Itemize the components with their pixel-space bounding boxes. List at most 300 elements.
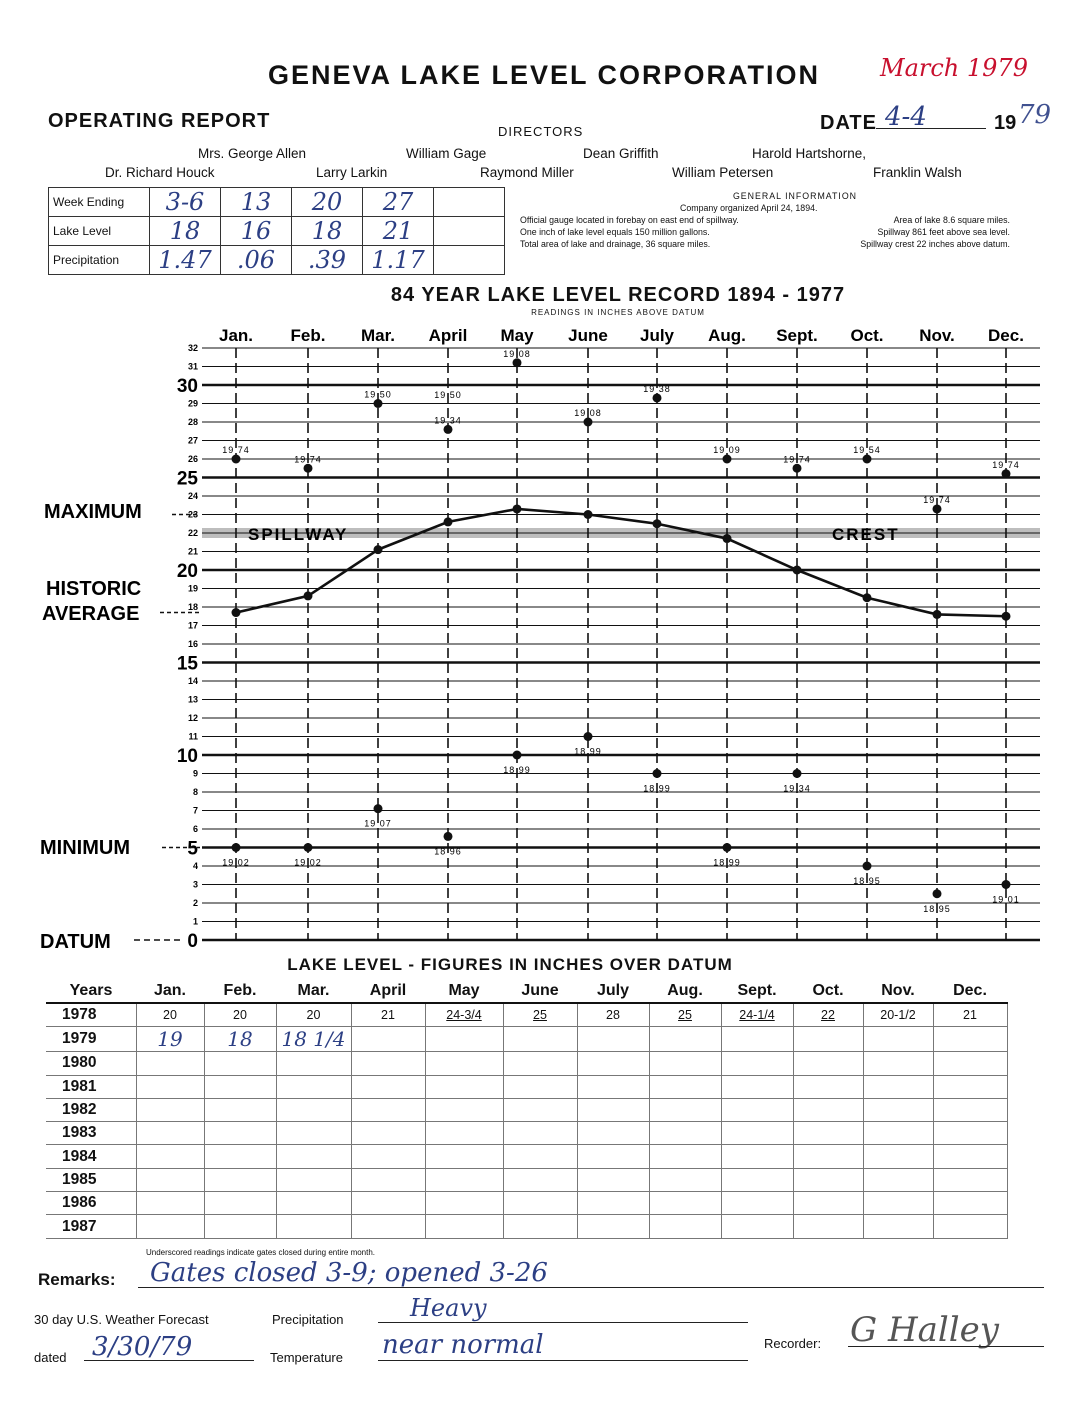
year-cell: 1978 xyxy=(46,1003,136,1027)
report-label: OPERATING REPORT xyxy=(48,110,271,132)
level-cell: 18 xyxy=(204,1027,276,1052)
level-cell xyxy=(351,1075,425,1098)
maximum-year-label: 19 08 xyxy=(574,408,602,418)
level-cell xyxy=(577,1192,649,1215)
y-tick-label: 9 xyxy=(192,768,198,779)
level-cell xyxy=(351,1192,425,1215)
historic-label: HISTORIC xyxy=(46,578,142,600)
maximum-year-label: 19 74 xyxy=(992,459,1020,470)
y-tick-label: 10 xyxy=(176,746,198,767)
weekly-value: 20 xyxy=(292,188,363,217)
y-tick-label: 4 xyxy=(192,861,198,871)
y-tick-label: 30 xyxy=(176,376,198,397)
minimum-year-label: 19 34 xyxy=(783,783,811,794)
average-point xyxy=(653,519,662,528)
level-cell xyxy=(793,1215,863,1238)
remarks-label: Remarks: xyxy=(38,1270,116,1289)
level-cell xyxy=(503,1215,577,1238)
level-cell xyxy=(136,1098,204,1121)
level-cell xyxy=(503,1075,577,1098)
director-name: Franklin Walsh xyxy=(873,165,962,180)
y-tick-label: 26 xyxy=(187,454,198,464)
minimum-point xyxy=(304,843,313,852)
level-cell xyxy=(351,1145,425,1168)
level-cell xyxy=(863,1215,933,1238)
month-header: Feb. xyxy=(204,980,276,1003)
temperature-line xyxy=(378,1360,748,1361)
minimum-point xyxy=(513,751,522,760)
maximum-year-label: 19 50 xyxy=(434,389,462,400)
level-cell xyxy=(793,1027,863,1052)
level-cell xyxy=(204,1098,276,1121)
month-header: Dec. xyxy=(933,980,1007,1003)
maximum-point xyxy=(863,455,872,464)
maximum-label: MAXIMUM xyxy=(44,501,142,523)
weekly-value: 16 xyxy=(221,217,292,246)
month-label: Mar. xyxy=(360,326,396,345)
level-cell xyxy=(933,1145,1007,1168)
dated-line xyxy=(84,1360,254,1361)
month-label: Jan. xyxy=(218,326,254,345)
date-label: DATE xyxy=(820,112,877,134)
y-tick-label: 24 xyxy=(187,491,198,501)
table-header-row xyxy=(46,980,1007,1003)
level-cell: 24-3/4 xyxy=(425,1003,503,1027)
y-tick-label: 17 xyxy=(187,620,198,631)
level-cell xyxy=(351,1122,425,1145)
level-cell: 20-1/2 xyxy=(863,1003,933,1027)
level-cell xyxy=(351,1168,425,1191)
level-cell xyxy=(276,1145,351,1168)
minimum-year-label: 18 95 xyxy=(853,876,881,886)
y-tick-label: 1 xyxy=(192,916,198,927)
table-row xyxy=(46,1027,1007,1052)
level-cell xyxy=(793,1192,863,1215)
y-tick-label: 25 xyxy=(176,468,198,490)
recorder-label: Recorder: xyxy=(764,1336,822,1351)
table-row xyxy=(46,1098,1007,1121)
director-name: Harold Hartshorne, xyxy=(752,146,867,161)
level-cell xyxy=(425,1052,503,1075)
maximum-year-label: 19 74 xyxy=(294,454,322,465)
temperature-value: near normal xyxy=(382,1330,544,1360)
level-cell xyxy=(136,1168,204,1191)
info-line: Spillway crest 22 inches above datum. xyxy=(860,239,1010,249)
level-cell xyxy=(933,1168,1007,1191)
remarks-line xyxy=(138,1287,1044,1288)
y-tick-label: 15 xyxy=(176,653,198,675)
maximum-point xyxy=(513,358,522,367)
level-cell xyxy=(136,1075,204,1098)
weekly-value: 21 xyxy=(363,217,434,246)
level-cell xyxy=(503,1098,577,1121)
year-cell: 1979 xyxy=(46,1027,136,1052)
director-name: Mrs. George Allen xyxy=(198,146,307,161)
precipitation-value: Heavy xyxy=(410,1294,487,1322)
minimum-year-label: 18 99 xyxy=(503,765,531,775)
minimum-label: MINIMUM xyxy=(40,837,130,859)
general-info-heading: GENERAL INFORMATION xyxy=(732,191,858,201)
level-cell xyxy=(933,1122,1007,1145)
info-line: Official gauge located in forebay on east end of spillway. xyxy=(520,215,739,225)
table-row xyxy=(46,1145,1007,1168)
level-cell: 21 xyxy=(933,1003,1007,1027)
level-cell xyxy=(577,1052,649,1075)
level-cell xyxy=(649,1027,721,1052)
level-cell xyxy=(503,1122,577,1145)
recorder-signature: G Halley xyxy=(850,1310,999,1350)
chart-subtitle: READINGS IN INCHES ABOVE DATUM xyxy=(531,308,705,317)
level-cell: 28 xyxy=(577,1003,649,1027)
month-header: May xyxy=(425,980,503,1003)
minimum-point xyxy=(933,889,942,898)
level-cell xyxy=(649,1192,721,1215)
month-label: July xyxy=(639,326,675,345)
maximum-year-label: 19 09 xyxy=(713,445,741,455)
level-cell xyxy=(204,1075,276,1098)
level-cell xyxy=(503,1192,577,1215)
y-tick-label: 28 xyxy=(187,417,198,427)
level-cell xyxy=(649,1215,721,1238)
year-cell: 1981 xyxy=(46,1075,136,1098)
level-cell xyxy=(136,1122,204,1145)
y-tick-label: 8 xyxy=(192,787,198,797)
maximum-point xyxy=(374,399,383,408)
level-cell xyxy=(136,1215,204,1238)
precipitation-line xyxy=(378,1322,748,1323)
month-header: Oct. xyxy=(793,980,863,1003)
level-cell xyxy=(425,1027,503,1052)
month-label: Nov. xyxy=(919,326,955,345)
maximum-year-label: 19 74 xyxy=(923,494,951,505)
level-cell xyxy=(933,1027,1007,1052)
level-cell: 21 xyxy=(351,1003,425,1027)
y-tick-label: 31 xyxy=(187,361,198,372)
table-row xyxy=(46,1192,1007,1215)
minimum-point xyxy=(1002,880,1011,889)
y-tick-label: 22 xyxy=(187,528,198,538)
month-header: Jan. xyxy=(136,980,204,1003)
level-cell xyxy=(721,1192,793,1215)
level-cell xyxy=(721,1122,793,1145)
forecast-label: 30 day U.S. Weather Forecast xyxy=(34,1312,209,1327)
level-cell: 18 1/4 xyxy=(276,1027,351,1052)
level-cell xyxy=(863,1075,933,1098)
y-tick-label: 29 xyxy=(187,398,198,409)
remarks-text: Gates closed 3-9; opened 3-26 xyxy=(150,1258,548,1288)
level-cell: 20 xyxy=(136,1003,204,1027)
level-cell xyxy=(425,1192,503,1215)
level-cell xyxy=(503,1027,577,1052)
director-name: William Petersen xyxy=(672,165,774,180)
level-cell xyxy=(721,1027,793,1052)
average-point xyxy=(444,517,453,526)
level-cell: 20 xyxy=(204,1003,276,1027)
level-cell xyxy=(425,1145,503,1168)
level-cell xyxy=(276,1122,351,1145)
minimum-point xyxy=(723,843,732,852)
figures-title: LAKE LEVEL - FIGURES IN INCHES OVER DATUM xyxy=(287,955,733,974)
month-label: April xyxy=(428,326,468,345)
director-name: Dean Griffith xyxy=(583,146,659,161)
minimum-point xyxy=(863,862,872,871)
level-cell xyxy=(204,1122,276,1145)
level-cell xyxy=(276,1098,351,1121)
level-cell xyxy=(276,1168,351,1191)
level-cell xyxy=(204,1215,276,1238)
level-cell: 25 xyxy=(503,1003,577,1027)
year-cell: 1984 xyxy=(46,1145,136,1168)
y-tick-label: 32 xyxy=(187,343,198,353)
maximum-point xyxy=(653,393,662,402)
level-cell xyxy=(351,1027,425,1052)
maximum-point xyxy=(232,455,241,464)
level-cell xyxy=(276,1192,351,1215)
level-cell xyxy=(425,1168,503,1191)
level-cell xyxy=(649,1122,721,1145)
level-cell xyxy=(649,1052,721,1075)
weekly-value: 1.47 xyxy=(150,246,221,275)
precipitation-label: Precipitation xyxy=(272,1312,344,1327)
info-line: Total area of lake and drainage, 36 square miles. xyxy=(520,239,711,249)
maximum-year-label: 19 50 xyxy=(364,389,392,400)
weekly-value: 3-6 xyxy=(150,188,221,217)
level-cell: 19 xyxy=(136,1027,204,1052)
underscore-note: Underscored readings indicate gates closed during entire month. xyxy=(146,1248,376,1257)
level-cell: 20 xyxy=(276,1003,351,1027)
level-cell xyxy=(721,1145,793,1168)
level-cell xyxy=(577,1168,649,1191)
average-point xyxy=(304,591,313,600)
weekly-value: .39 xyxy=(292,246,363,275)
level-cell xyxy=(577,1215,649,1238)
weekly-value: 1.17 xyxy=(363,246,434,275)
minimum-point xyxy=(444,832,453,841)
minimum-year-label: 19 02 xyxy=(294,857,322,868)
level-cell xyxy=(649,1075,721,1098)
maximum-year-label: 19 34 xyxy=(434,415,462,426)
info-line: Spillway 861 feet above sea level. xyxy=(877,227,1010,237)
level-cell xyxy=(136,1145,204,1168)
level-cell xyxy=(425,1075,503,1098)
maximum-year-label: 19 08 xyxy=(503,348,531,359)
level-cell: 25 xyxy=(649,1003,721,1027)
level-cell xyxy=(721,1168,793,1191)
level-cell xyxy=(933,1215,1007,1238)
level-cell xyxy=(793,1098,863,1121)
maximum-year-label: 19 38 xyxy=(643,383,671,394)
month-header: Nov. xyxy=(863,980,933,1003)
level-cell xyxy=(649,1168,721,1191)
y-tick-label: 27 xyxy=(187,435,198,446)
level-cell xyxy=(351,1215,425,1238)
year-cell: 1980 xyxy=(46,1052,136,1075)
level-cell xyxy=(649,1098,721,1121)
level-cell xyxy=(721,1215,793,1238)
level-cell xyxy=(933,1098,1007,1121)
minimum-point xyxy=(793,769,802,778)
level-cell xyxy=(577,1075,649,1098)
average-label: AVERAGE xyxy=(42,603,140,625)
chart-title: 84 YEAR LAKE LEVEL RECORD 1894 - 1977 xyxy=(390,284,846,306)
average-point xyxy=(793,566,802,575)
minimum-year-label: 19 01 xyxy=(992,894,1020,905)
level-cell xyxy=(721,1098,793,1121)
minimum-point xyxy=(584,732,593,741)
maximum-point xyxy=(584,418,593,427)
level-cell xyxy=(933,1052,1007,1075)
level-cell xyxy=(793,1145,863,1168)
level-cell xyxy=(276,1215,351,1238)
years-header: Years xyxy=(46,980,136,1003)
year-cell: 1986 xyxy=(46,1192,136,1215)
level-cell: 22 xyxy=(793,1003,863,1027)
month-header: Mar. xyxy=(276,980,351,1003)
level-cell xyxy=(425,1122,503,1145)
minimum-year-label: 18 99 xyxy=(574,746,602,757)
maximum-year-label: 19 74 xyxy=(783,454,811,465)
month-label: Oct. xyxy=(850,326,884,345)
year-cell: 1983 xyxy=(46,1122,136,1145)
level-cell xyxy=(863,1098,933,1121)
average-point xyxy=(863,593,872,602)
month-header: Aug. xyxy=(649,980,721,1003)
date-stamp: March 1979 xyxy=(880,54,1028,82)
year-cell: 1982 xyxy=(46,1098,136,1121)
maximum-point xyxy=(304,464,313,473)
y-tick-label: 13 xyxy=(187,694,198,705)
minimum-point xyxy=(374,804,383,813)
minimum-year-label: 18 95 xyxy=(923,903,951,914)
info-line: Area of lake 8.6 square miles. xyxy=(893,215,1010,225)
minimum-year-label: 18 99 xyxy=(713,857,741,868)
page-title: GENEVA LAKE LEVEL CORPORATION xyxy=(267,60,821,90)
month-label: Feb. xyxy=(290,326,326,345)
director-name: Raymond Miller xyxy=(480,165,574,180)
dated-label: dated xyxy=(34,1350,67,1365)
table-row xyxy=(46,1168,1007,1191)
level-cell xyxy=(204,1145,276,1168)
average-point xyxy=(232,608,241,617)
level-cell xyxy=(503,1168,577,1191)
level-cell xyxy=(351,1098,425,1121)
datum-label: DATUM xyxy=(40,931,111,953)
month-label: June xyxy=(568,326,608,345)
minimum-year-label: 19 07 xyxy=(364,818,392,829)
level-cell xyxy=(721,1052,793,1075)
average-point xyxy=(723,534,732,543)
row-label: Week Ending xyxy=(49,188,150,217)
level-cell xyxy=(503,1052,577,1075)
directors-label: DIRECTORS xyxy=(498,124,584,139)
dated-value: 3/30/79 xyxy=(92,1332,193,1362)
info-line: One inch of lake level equals 150 million gallons. xyxy=(520,227,710,237)
y-tick-label: 20 xyxy=(176,561,198,582)
maximum-year-label: 19 74 xyxy=(222,445,250,455)
recorder-line xyxy=(848,1346,1044,1347)
level-cell xyxy=(933,1075,1007,1098)
table-row xyxy=(46,1003,1007,1027)
director-name: Dr. Richard Houck xyxy=(105,165,215,180)
month-label: May xyxy=(500,326,534,345)
average-point xyxy=(584,510,593,519)
weekly-value: 27 xyxy=(363,188,434,217)
level-cell xyxy=(863,1052,933,1075)
month-header: June xyxy=(503,980,577,1003)
level-cell xyxy=(863,1192,933,1215)
minimum-year-label: 18 96 xyxy=(434,846,462,857)
level-cell xyxy=(577,1122,649,1145)
y-tick-label: 3 xyxy=(192,879,198,890)
level-cell: 24-1/4 xyxy=(721,1003,793,1027)
level-cell xyxy=(425,1098,503,1121)
info-line: Company organized April 24, 1894. xyxy=(680,203,818,213)
y-tick-label: 23 xyxy=(187,509,198,520)
director-name: William Gage xyxy=(406,146,487,161)
y-tick-label: 6 xyxy=(192,824,198,834)
y-tick-label: 16 xyxy=(187,639,198,649)
maximum-point xyxy=(444,425,453,434)
table-row xyxy=(46,1122,1007,1145)
minimum-year-label: 19 02 xyxy=(222,857,250,868)
average-point xyxy=(513,504,522,513)
level-cell xyxy=(503,1145,577,1168)
year-cell: 1985 xyxy=(46,1168,136,1191)
minimum-year-label: 18 99 xyxy=(643,783,671,794)
level-cell xyxy=(933,1192,1007,1215)
level-cell xyxy=(793,1122,863,1145)
month-header: July xyxy=(577,980,649,1003)
level-cell xyxy=(863,1122,933,1145)
year-cell: 1987 xyxy=(46,1215,136,1238)
month-header: April xyxy=(351,980,425,1003)
month-label: Sept. xyxy=(776,326,818,345)
level-cell xyxy=(793,1075,863,1098)
level-cell xyxy=(863,1027,933,1052)
director-name: Larry Larkin xyxy=(316,165,388,180)
spillway-label: SPILLWAY xyxy=(248,525,349,544)
maximum-year-label: 19 54 xyxy=(853,445,881,455)
level-cell xyxy=(649,1145,721,1168)
level-cell xyxy=(863,1168,933,1191)
table-row xyxy=(46,1075,1007,1098)
level-cell xyxy=(204,1192,276,1215)
row-label: Precipitation xyxy=(49,246,150,275)
level-cell xyxy=(425,1215,503,1238)
level-cell xyxy=(577,1098,649,1121)
temperature-label: Temperature xyxy=(270,1350,343,1365)
y-tick-label: 5 xyxy=(187,838,198,860)
y-tick-label: 19 xyxy=(187,583,198,594)
weekly-value: 18 xyxy=(292,217,363,246)
level-cell xyxy=(276,1075,351,1098)
y-tick-label: 18 xyxy=(187,602,198,612)
weekly-value: 18 xyxy=(150,217,221,246)
maximum-point xyxy=(933,504,942,513)
average-point xyxy=(1002,612,1011,621)
date-year-struck: 19 xyxy=(994,112,1017,134)
crest-label: CREST xyxy=(832,525,900,544)
y-tick-label: 2 xyxy=(192,898,198,908)
y-tick-label: 14 xyxy=(187,676,198,686)
y-tick-label: 21 xyxy=(187,546,198,557)
y-tick-label: 11 xyxy=(188,731,198,742)
y-tick-label: 0 xyxy=(187,931,198,952)
level-cell xyxy=(136,1192,204,1215)
table-row xyxy=(46,1052,1007,1075)
average-point xyxy=(374,545,383,554)
lake-figures-table xyxy=(46,980,1008,1239)
